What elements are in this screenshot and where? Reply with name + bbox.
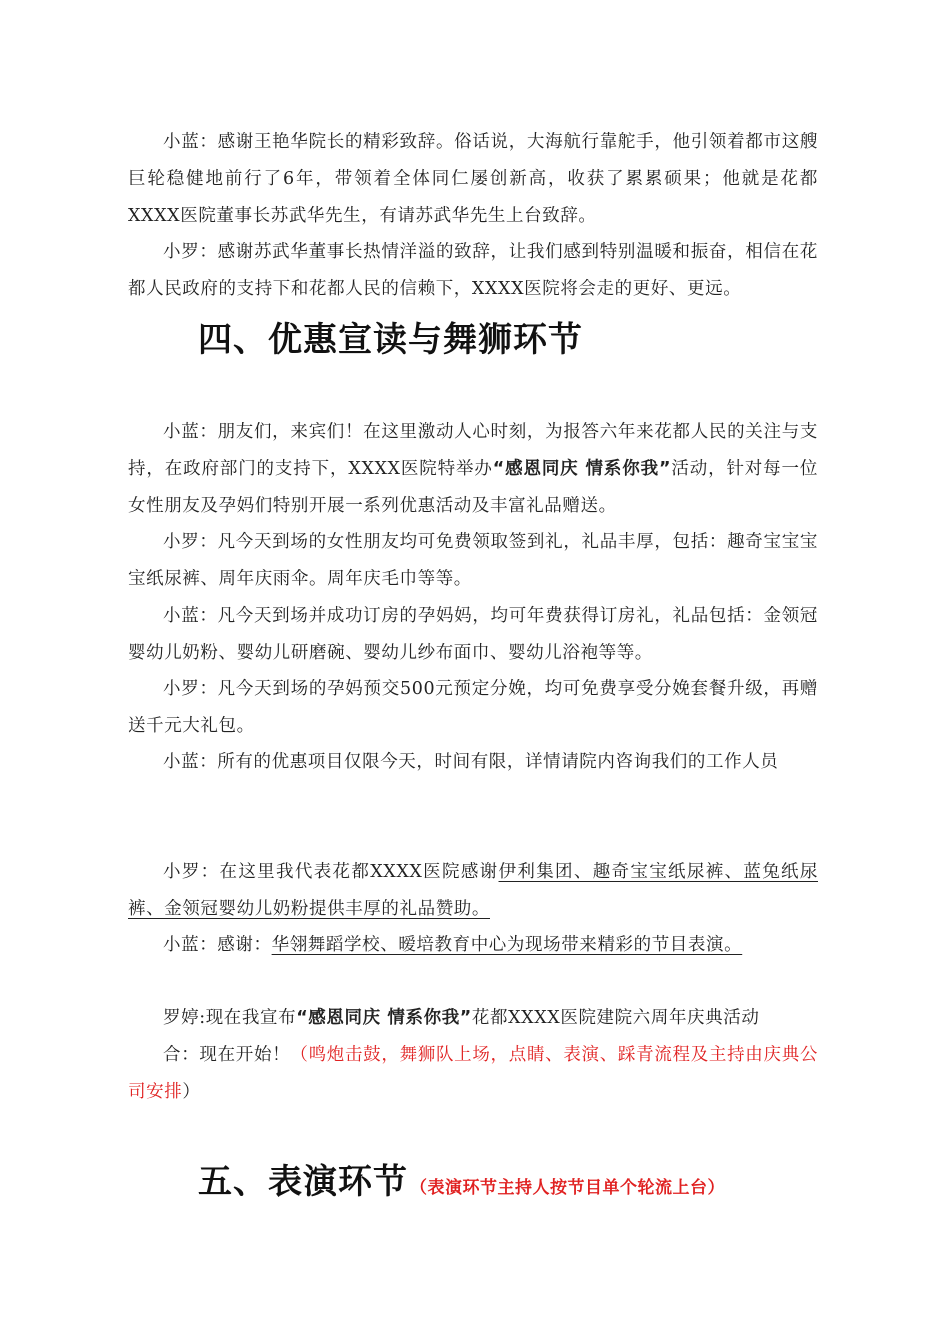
section-heading-4: 四、优惠宣读与舞狮环节 (198, 320, 583, 360)
event-name: “感恩同庆 情系你我” (296, 1008, 472, 1028)
paragraph-xiaoluo-3: 小罗：凡今天到场的孕妈预交500元预定分娩，均可免费享受分娩套餐升级，再赠送千元大礼包。 (128, 679, 818, 736)
event-name: “感恩同庆 情系你我” (492, 459, 672, 479)
heading-note: （表演环节主持人按节目单个轮流上台） (410, 1178, 725, 1198)
paragraph-xiaolan-2: 小蓝：朋友们，来宾们！在这里激动人心时刻，为报答六年来花都人民的关注与支持，在政府部门的支持下，XXXX医院特举办“感恩同庆 情系你我”活动，针对每一位女性朋友及孕妈们特别开展一系列优惠活动及丰富礼品赠送。 (128, 422, 818, 516)
paragraph-xiaoluo-1: 小罗：感谢苏武华董事长热情洋溢的致辞，让我们感到特别温暖和振奋，相信在花都人民政府的支持下和花都人民的信赖下，XXXX医院将会走的更好、更远。 (128, 242, 818, 299)
section-heading-5: 五、表演环节 （表演环节主持人按节目单个轮流上台） (198, 1162, 725, 1202)
paragraph-luoting: 罗婷:现在我宣布“感恩同庆 情系你我”花都XXXX医院建院六周年庆典活动 (163, 1008, 760, 1028)
paragraph-xiaolan-4: 小蓝：所有的优惠项目仅限今天，时间有限，详情请院内咨询我们的工作人员 (163, 752, 779, 772)
paragraph-xiaolan-3: 小蓝：凡今天到场并成功订房的孕妈妈，均可年费获得订房礼，礼品包括：金领冠婴幼儿奶粉、婴幼儿研磨碗、婴幼儿纱布面巾、婴幼儿浴袍等等。 (128, 606, 818, 663)
stage-direction: （鸣炮击鼓，舞狮队上场，点睛、表演、踩青流程及主持由庆典公司安排 (128, 1045, 819, 1102)
paragraph-together: 合：现在开始！（鸣炮击鼓，舞狮队上场，点睛、表演、踩青流程及主持由庆典公司安排） (128, 1045, 819, 1102)
sponsors-underlined: 伊利集团、趣奇宝宝纸尿裤、蓝兔纸尿裤、金领冠婴幼儿奶粉提供丰厚的礼品赞助。 (128, 862, 818, 919)
paragraph-xiaolan-1: 小蓝：感谢王艳华院长的精彩致辞。俗话说，大海航行靠舵手，他引领着都市这艘巨轮稳健地前行了6年，带领着全体同仁屡创新高，收获了累累硕果；他就是花都XXXX医院董事长苏武华先生，有请苏武华先生上台致辞。 (128, 132, 818, 226)
paragraph-xiaoluo-2: 小罗：凡今天到场的女性朋友均可免费领取签到礼，礼品丰厚，包括：趣奇宝宝宝宝纸尿裤、周年庆雨伞。周年庆毛巾等等。 (128, 532, 818, 589)
performers-underlined: 华翎舞蹈学校、暧培教育中心为现场带来精彩的节目表演。 (271, 935, 743, 955)
paragraph-xiaolan-5: 小蓝：感谢：华翎舞蹈学校、暧培教育中心为现场带来精彩的节目表演。 (163, 935, 743, 955)
paragraph-xiaoluo-4: 小罗：在这里我代表花都XXXX医院感谢伊利集团、趣奇宝宝纸尿裤、蓝兔纸尿裤、金领冠婴幼儿奶粉提供丰厚的礼品赞助。 (128, 862, 818, 919)
